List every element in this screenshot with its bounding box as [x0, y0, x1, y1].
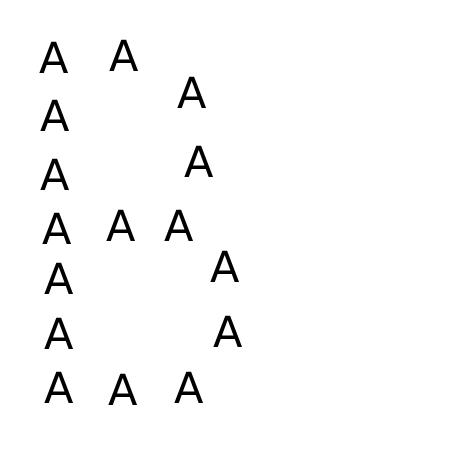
glyph-a-spine-7: A: [44, 364, 74, 414]
glyph-a-spine-2: A: [40, 92, 70, 142]
glyph-a-base-1: A: [108, 366, 138, 416]
glyph-a-bottom-bowl-2: A: [213, 308, 243, 358]
glyph-a-spine-5: A: [44, 255, 74, 305]
glyph-a-base-2: A: [174, 364, 204, 414]
glyph-a-spine-6: A: [44, 310, 74, 360]
glyph-a-spine-1: A: [39, 34, 69, 84]
glyph-a-top-bowl-3: A: [184, 138, 214, 188]
glyph-a-spine-3: A: [40, 151, 70, 201]
glyph-a-middle-1: A: [106, 202, 136, 252]
glyph-a-bottom-bowl-1: A: [210, 243, 240, 293]
glyph-a-top-bowl-2: A: [177, 69, 207, 119]
glyph-a-middle-2: A: [164, 202, 194, 252]
glyph-a-top-bowl-1: A: [109, 32, 139, 82]
glyph-a-spine-4: A: [42, 205, 72, 255]
